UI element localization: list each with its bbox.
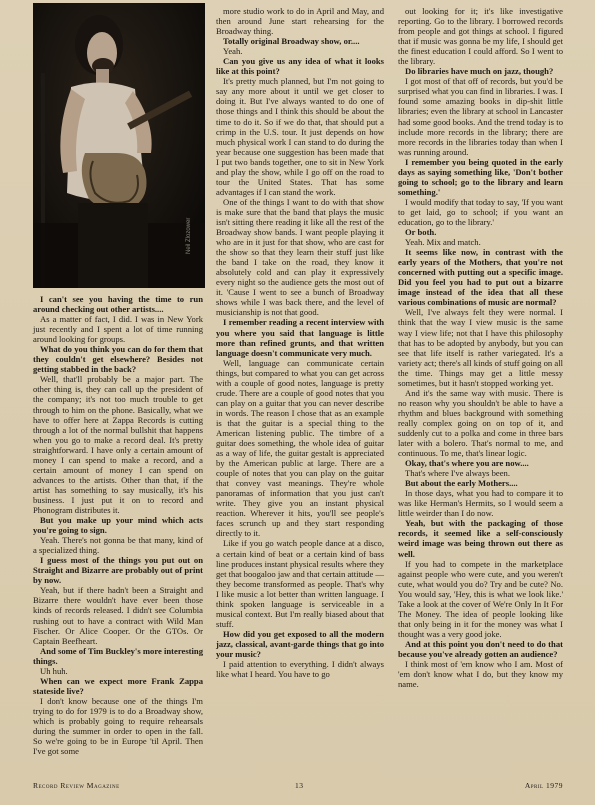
footer-magazine-name: Record Review Magazine	[33, 781, 120, 790]
interview-question: Do libraries have much on jazz, though?	[405, 66, 554, 77]
interview-question: What do you think you can do for them that they couldn't get elsewhere? Besides not getting stabbed in the back?	[33, 344, 203, 375]
footer-page-number: 13	[295, 781, 304, 790]
interview-answer: As a matter of fact, I did. I was in New York just recently and I spent a lot of time running around looking for groups.	[33, 314, 203, 345]
interview-answer: out looking for it; it's like investigative reporting. Go to the library. I borrowed records from people and got things at school. I figured that if music was gonna be my life, I should get the finest education I could afford. So I went to the library.	[398, 6, 563, 67]
photo-frank-zappa-guitar	[33, 3, 205, 288]
interview-answer: I don't know because one of the things I'm trying to do for 1979 is to do a Broadway show, which is probably going to require rehearsals during the summer in order to open in the fall. So we're going to be in Europe 'til April. Then I've got some	[33, 695, 203, 757]
footer-date: April 1979	[524, 781, 563, 790]
interview-question: Yeah, but with the packaging of those records, it seemed like a self-consciously weird image was being thrown out there as well.	[398, 518, 563, 559]
interview-question: I guess most of the things you put out on Straight and Bizarre are probably out of print by now.	[33, 555, 203, 586]
text-column-3	[398, 6, 563, 689]
interview-answer: Well, language can communicate certain things, but compared to what you can get across with a couple of good notes, language is pretty crude. There are a couple of good notes that you can play on a guitar that you can never describe in words. The reason I chose that as an example is that the guitar is a special thing to the American listening public. The timbre of a guitar does something, the whole idea of guitar as a way of life, the guitar gestalt is appreciated by the American public at large. There are a couple of notes that you can play on the guitar that convey vast meanings. They're whole panoramas of information that you just can't write. They give you an instant physical reaction. Wherever it hits, you'll see people's faces scrunch up and they start responding directly to it.	[216, 357, 384, 539]
interview-answer: It's pretty much planned, but I'm not going to say any more about it until we get closer to doing it. But I've always wanted to do one of those things and I think this should be about the time to do it. So if we do that, that should put a crimp in the U.S. tour. It just depends on how much physical work I can stand to do during the year because one suggestion has been made that I put two bands together, one to sit in New York and play the show, while I go off on the road to tour the United States. That has some advantages if I can stand the work.	[216, 76, 384, 197]
interview-question: Totally original Broadway show, or....	[223, 36, 360, 47]
guitarist-photo-illustration	[33, 3, 205, 288]
interview-question: But about the early Mothers....	[405, 478, 518, 489]
interview-answer: Yeah.	[223, 46, 243, 57]
interview-question: It seems like now, in contrast with the early years of the Mothers, that you're not concerned with putting out a specific image. Did you feel you had to put out a bizarre image instead of the idea that all these various combinations of music are normal?	[398, 247, 563, 308]
interview-question: But you make up your mind which acts you're going to sign.	[33, 515, 203, 536]
interview-answer: Well, I've always felt they were normal. I think that the way I view music is the same way I view life; not that I have this philosophy that has to be adopted by anybody, but you can see that life itself is rather variegated. It's a variety act; there's all kinds of stuff going on all the time. Things may get a little messy sometimes, but it hasn't stopped working yet.	[398, 307, 563, 388]
interview-question: Can you give us any idea of what it looks like at this point?	[216, 56, 384, 77]
interview-answer: more studio work to do in April and May, and then around June start rehearsing for the Broadway thing.	[216, 6, 384, 37]
page-footer	[33, 781, 563, 795]
interview-answer: I got most of that off of records, but you'd be surprised what you can find in libraries. I was. I found some amazing books in dip-shit little libraries; even the library at school in Lancaster had some good books. And the trend today is to include more records in the library; there are more records in the libraries today than when I was running around.	[398, 76, 563, 157]
interview-answer: Uh huh.	[40, 665, 68, 676]
photo-credit: Neil Zlozower	[186, 217, 192, 254]
interview-answer: Yeah, but if there hadn't been a Straight and Bizarre there wouldn't have ever been those kinds of records released. I didn't see Columbia rushing out to have a contract with Wild Man Fischer. Or Alice Cooper. Or the GTOs. Or Captain Beefheart.	[33, 585, 203, 646]
interview-answer: I would modify that today to say, 'If you want to get laid, go to school; if you want an education, go to the library.'	[398, 196, 563, 227]
interview-answer: That's where I've always been.	[405, 468, 510, 479]
interview-answer: Like if you go watch people dance at a disco, a certain kind of beat or a certain kind of bass line produces instant physical results where they get that boogaloo jaw and that certain attitude — they become transformed as people. That's why I like music a lot better than written language. I think spoken language is serviceable in a musical context. But I'm really biased about that stuff.	[216, 538, 385, 629]
interview-answer: In those days, what you had to compare it to was like Herman's Hermits, so I would seem a little weirder than I do now.	[398, 488, 563, 519]
interview-question: I can't see you having the time to run around checking out other artists....	[33, 294, 203, 315]
interview-question: Okay, that's where you are now....	[405, 458, 529, 469]
interview-question: Or both.	[405, 227, 437, 238]
interview-answer: I think most of 'em know who I am. Most of 'em don't know what I do, but they know my name.	[398, 659, 563, 690]
interview-answer: I paid attention to everything. I didn't always like what I heard. You have to go	[216, 659, 384, 680]
interview-question: I remember you being quoted in the early days as saying something like, 'Don't bother going to school; go to the library and learn something.'	[398, 156, 563, 197]
interview-answer: Yeah. Mix and match.	[405, 237, 481, 248]
text-column-2	[216, 6, 384, 679]
text-column-1	[33, 294, 203, 756]
interview-answer: Yeah. There's not gonna be that many, kind of a specialized thing.	[33, 535, 203, 556]
interview-answer: Well, that'll probably be a major part. The other thing is, they can call up the president of the company; it's not too much trouble to get through to him on the phone. Basically, what we have to offer here at Zappa Records is cutting through a lot of the normal bullshit that happens when you go to make a record deal. It's pretty straightforward. I have only a certain amount of money I can spend to make a record, and a certain amount of money I can spend on advances to the artists. Other than that, if the artist has something to say musically, it's his business. I just put it on to record and Phonogram distributes it.	[33, 374, 203, 515]
interview-question: I remember reading a recent interview with you where you said that language is little more than refined grunts, and that written language doesn't communicate very much.	[216, 317, 384, 358]
interview-answer: And it's the same way with music. There is no reason why you shouldn't be able to have a rhythm and blues background with something really complex going on on top of it, and suddenly cut to a polka and come in three bars later with a bolero. That's normal to me, and continuous. To me, that's linear logic.	[398, 387, 563, 459]
interview-question: How did you get exposed to all the modern jazz, classical, avant-garde things that go into your music?	[216, 628, 384, 659]
interview-question: And at this point you don't need to do that because you've already gotten an audience?	[398, 638, 563, 659]
interview-question: And some of Tim Buckley's more interesting things.	[33, 645, 203, 666]
interview-answer: If you had to compete in the marketplace against people who were cute, and you weren't cute, what would you do? Try and be cute? No. You would say, 'Hey, this is what we look like.' Take a look at the cover of We're Only In It For The Money. The idea of people looking like that only being in it for the money was what I thought was a very good joke.	[398, 558, 563, 639]
interview-question: When can we expect more Frank Zappa stateside live?	[33, 675, 203, 696]
interview-answer: One of the things I want to do with that show is make sure that the band that plays the music isn't sitting there reading it like all the rest of the Broadway show bands. I want people playing it who are in it just for that show, who are cast for the show so that they learn their stuff just like the band I take on the road, they know it absolutely cold and can play it expressively every night so the audience gets the most out of it. 'Cause I went to see a bunch of Broadway shows while I was back there, and the level of musicianship is not that good.	[216, 196, 384, 318]
